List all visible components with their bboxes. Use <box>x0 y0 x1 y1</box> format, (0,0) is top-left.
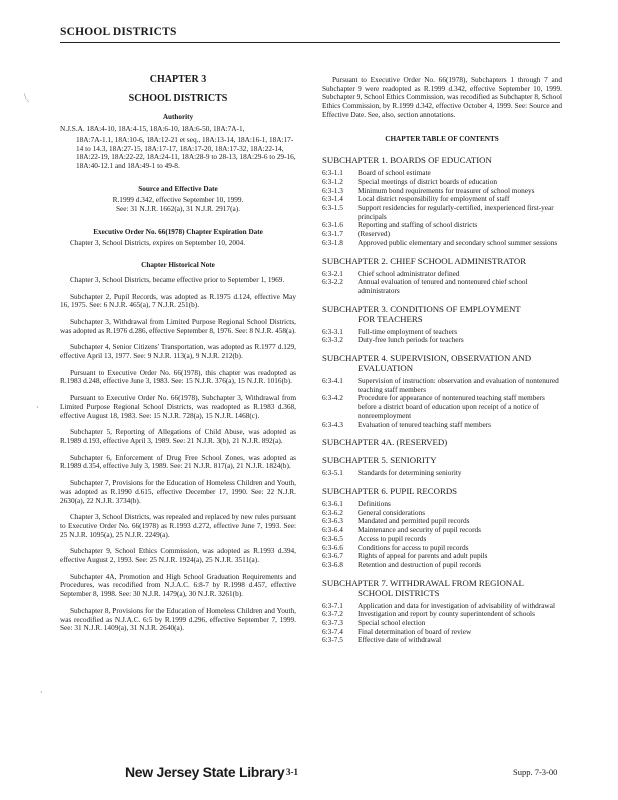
section-title: Minimum bond requirements for treasurer of school moneys <box>358 185 535 195</box>
section-title: Support residencies for regularly-certified, inexperienced first-year principals <box>358 203 554 221</box>
readoption-note: Pursuant to Executive Order No. 66(1978), Subchapters 1 through 7 and Subchapter 9 were readopted as R.1999 d.342, effective September 10, 1999. Subchapter 9, School Ethics Commission, was recodified as Subchapter 8, School Ethics Commission, by R.1999 d.342, effective October 4, 1999. See: Source and Effective Date. See, also, section annotations. <box>322 75 562 119</box>
subchapter-heading <box>322 455 562 465</box>
section-number: 6:3-3.2 <box>322 335 343 345</box>
source-heading: Source and Effective Date <box>138 184 218 193</box>
section-number: 6:3-1.5 <box>322 203 343 213</box>
subchapter-heading <box>322 304 562 324</box>
section-title: Investigation and report by county superintendent of schools <box>358 609 535 619</box>
authority-continuation: 18A:7A-1.1, 18A:10-6, 18A:12-21 et seq., 18A:13-14, 18A:16-1, 18A:17-14 to 14.3, 18A:27-15, 18A:17-17, 18A:17-20, 18A:17-32, 18A:22-14, 18A:22-19, 18A:22-22, 18A:24-11, 18A:28-9 to 28-13, 18A:29-6 to 29-16, 18A:40-12.1 and 18A:49-1 to 49-8. <box>76 134 296 170</box>
margin-mark: \ˎ <box>24 92 30 102</box>
history-heading: Chapter Historical Note <box>141 261 215 270</box>
subchapter-title: SUBCHAPTER 2. CHIEF SCHOOL ADMINISTRATOR <box>322 255 527 266</box>
subchapter-heading <box>322 256 562 266</box>
section-number: 6:3-1.1 <box>322 168 343 178</box>
toc-entry <box>322 561 562 570</box>
section-number: 6:3-1.8 <box>322 237 343 247</box>
section-number: 6:3-6.2 <box>322 507 343 517</box>
section-title: General considerations <box>358 507 426 517</box>
section-number: 6:3-6.6 <box>322 542 343 552</box>
section-number: 6:3-4.1 <box>322 376 343 386</box>
history-note: Subchapter 5, Reporting of Allegations of Child Abuse, was adopted as R.1989 d.193, effective April 3, 1989. See: 21 N.J.R. 3(b), 21 N.J.R. 892(a). <box>60 427 296 445</box>
section-title: Retention and destruction of pupil records <box>358 559 482 569</box>
section-title: Procedure for appearance of nontenured teaching staff members before a district board of education upon receipt of a notice of nonreemployment <box>358 393 545 420</box>
section-number: 6:3-6.1 <box>322 498 343 508</box>
subchapter-title: SUBCHAPTER 6. PUPIL RECORDS <box>322 485 458 496</box>
section-number: 6:3-7.4 <box>322 626 343 636</box>
section-title: Reporting and staffing of school districts <box>358 220 478 230</box>
authority-heading: Authority <box>162 113 194 122</box>
subchapter-title: SUBCHAPTER 1. BOARDS OF EDUCATION <box>322 155 492 166</box>
authority-text <box>60 125 296 171</box>
section-title: Rights of appeal for parents and adult pupils <box>358 551 488 561</box>
toc-entry <box>322 394 562 420</box>
section-title: Effective date of withdrawal <box>358 635 442 645</box>
chapter-title: SCHOOL DISTRICTS <box>128 92 228 104</box>
section-number: 6:3-5.1 <box>322 468 343 478</box>
page-number: 3-1 <box>286 767 298 777</box>
section-title: Special meetings of district boards of education <box>358 176 498 186</box>
section-number: 6:3-6.7 <box>322 551 343 561</box>
section-title: Access to pupil records <box>358 533 427 543</box>
toc-entry <box>322 239 562 248</box>
toc-entry <box>322 377 562 394</box>
section-title: Annual evaluation of tenured and nontenured chief school administrators <box>358 277 528 295</box>
section-number: 6:3-7.3 <box>322 618 343 628</box>
section-number: 6:3-6.4 <box>322 525 343 535</box>
section-number: 6:3-1.6 <box>322 220 343 230</box>
history-note: Subchapter 6, Enforcement of Drug Free School Zones, was adopted as R.1989 d.354, effective July 3, 1989. See: 21 N.J.R. 817(a), 21 N.J.R. 1824(b). <box>60 452 296 471</box>
subchapter-heading <box>322 486 562 496</box>
section-title: Board of school estimate <box>358 168 431 178</box>
history-note: Chapter 3, School Districts, became effective prior to September 1, 1969. <box>70 274 285 284</box>
history-note: Subchapter 4A, Promotion and High School Graduation Requirements and Procedures, was recodified from N.J.A.C. 6:8-7 by R.1998 d.457, effective September 8, 1998. See: 30 N.J.R. 1479(a), 30 N.J.R. 3261(b). <box>60 571 296 599</box>
subchapter-heading <box>322 578 562 598</box>
section-number: 6:3-7.5 <box>322 635 343 645</box>
section-title: Chief school administrator defined <box>358 268 460 278</box>
table-of-contents <box>322 155 562 645</box>
subchapter-title: SUBCHAPTER 7. WITHDRAWAL FROM REGIONAL <box>322 577 524 588</box>
section-title: Maintenance and security of pupil records <box>358 525 481 535</box>
section-title: Approved public elementary and secondary school summer sessions <box>358 237 558 247</box>
toc-entry <box>322 469 562 478</box>
source-line: See: 31 N.J.R. 1662(a), 31 N.J.R. 2917(a). <box>115 204 241 214</box>
section-number: 6:3-1.2 <box>322 176 343 186</box>
section-number: 6:3-1.3 <box>322 185 343 195</box>
expiration-heading: Executive Order No. 66(1978) Chapter Expiration Date <box>93 227 263 236</box>
section-number: 6:3-4.3 <box>322 419 343 429</box>
section-title: Conditions for access to pupil records <box>358 542 469 552</box>
history-note: Subchapter 4, Senior Citizens' Transportation, was adopted as R.1977 d.129, effective April 13, 1977. See: 9 N.J.R. 113(a), 9 N.J.R. 212(b). <box>60 342 296 361</box>
history-note: Subchapter 9, School Ethics Commission, was adopted as R.1993 d.394, effective August 2, 1993. See: 25 N.J.R. 1924(a), 25 N.J.R. 3511(a). <box>60 546 296 565</box>
running-header <box>60 22 560 43</box>
subchapter-title: SUBCHAPTER 5. SENIORITY <box>322 455 437 466</box>
section-title: Local district responsibility for employment of staff <box>358 194 510 204</box>
section-title: Definitions <box>358 498 391 508</box>
toc-entry <box>322 278 562 295</box>
toc-entry <box>322 336 562 345</box>
subchapter-title-continued: FOR TEACHERS <box>358 313 423 324</box>
subchapter-title: SUBCHAPTER 3. CONDITIONS OF EMPLOYMENT <box>322 303 521 314</box>
subchapter-title: SUBCHAPTER 4. SUPERVISION, OBSERVATION AND <box>322 353 532 364</box>
section-title: (Reserved) <box>358 229 391 239</box>
toc-title: CHAPTER TABLE OF CONTENTS <box>385 134 499 143</box>
history-note: Subchapter 8, Provisions for the Education of Homeless Children and Youth, was recodified as N.J.A.C. 6:5 by R.1999 d.296, effective September 7, 1999. See: 31 N.J.R. 1409(a), 31 N.J.R. 2640(a). <box>60 605 296 633</box>
left-column <box>60 70 296 641</box>
section-title: Standards for determining seniority <box>358 468 462 478</box>
section-title: Application and data for investigation of advisability of withdrawal <box>358 600 555 610</box>
history-note: Subchapter 7, Provisions for the Education of Homeless Children and Youth, was adopted as R.1990 d.615, effective December 17, 1990. See: 22 N.J.R. 2630(a), 22 N.J.R. 3734(b). <box>60 478 296 505</box>
section-title: Final determination of board of review <box>358 626 472 636</box>
section-title: Full-time employment of teachers <box>358 326 458 336</box>
toc-entry <box>322 421 562 430</box>
chapter-label: CHAPTER 3 <box>149 74 207 85</box>
library-stamp: New Jersey State Library <box>125 764 285 780</box>
subchapter-title-continued: EVALUATION <box>358 363 414 374</box>
section-number: 6:3-1.7 <box>322 229 343 239</box>
subchapter-heading <box>322 437 562 447</box>
history-note: Subchapter 3, Withdrawal from Limited Purpose Regional School Districts, was adopted as R.1976 d.286, effective September 8, 1976. See: 8 N.J.R. 458(a). <box>60 316 296 335</box>
history-note: Chapter 3, School Districts, was repealed and replaced by new rules pursuant to Executive Order No. 66(1978) as R.1993 d.272, effective June 7, 1993. See: 25 N.J.R. 1095(a), 25 N.J.R. 2249(a). <box>60 512 296 539</box>
supplement-date: Supp. 7-3-00 <box>513 767 558 777</box>
section-title: Supervision of instruction: observation and evaluation of nontenured teaching staff members <box>358 376 559 394</box>
authority-line: N.J.S.A. 18A:4-10, 18A:4-15, 18A:6-10, 18A:6-50, 18A:7A-1, <box>60 124 245 134</box>
margin-mark: ˏ <box>40 683 43 693</box>
subchapter-heading <box>322 353 562 373</box>
history-note: Pursuant to Executive Order No. 66(1978), this chapter was readopted as R.1983 d.248, effective June 3, 1983. See: 15 N.J.R. 376(a), 15 N.J.R. 1016(b). <box>60 367 296 386</box>
section-number: 6:3-3.1 <box>322 326 343 336</box>
section-title: Evaluation of tenured teaching staff members <box>358 419 491 429</box>
subchapter-heading <box>322 155 562 165</box>
toc-entry <box>322 636 562 645</box>
section-number: 6:3-2.1 <box>322 268 343 278</box>
history-note: Subchapter 2, Pupil Records, was adopted as R.1975 d.124, effective May 16, 1975. See: 6 N.J.R. 465(a), 7 N.J.R. 251(b). <box>60 291 296 310</box>
section-number: 6:3-4.2 <box>322 393 343 403</box>
section-number: 6:3-6.3 <box>322 516 343 526</box>
section-number: 6:3-1.4 <box>322 194 343 204</box>
right-column <box>322 76 562 645</box>
history-note: Pursuant to Executive Order No. 66(1978), Subchapter 3, Withdrawal from Limited Purpose Regional School Districts, was readopted as R.1983 d.368, effective August 18, 1983. See: 15 N.J.R. 728(a), 15 N.J.R. 1468(c). <box>60 393 296 420</box>
source-line: R.1999 d.342, effective September 10, 1999. <box>112 195 244 205</box>
subchapter-title: SUBCHAPTER 4A. (RESERVED) <box>322 437 448 448</box>
section-number: 6:3-7.2 <box>322 609 343 619</box>
margin-mark: ˏ <box>36 398 39 408</box>
subchapter-title-continued: SCHOOL DISTRICTS <box>358 587 440 598</box>
section-number: 6:3-6.8 <box>322 559 343 569</box>
header-title: SCHOOL DISTRICTS <box>60 26 177 38</box>
section-title: Mandated and permitted pupil records <box>358 516 470 526</box>
section-number: 6:3-2.2 <box>322 277 343 287</box>
toc-entry <box>322 204 562 221</box>
section-number: 6:3-6.5 <box>322 533 343 543</box>
section-title: Special school election <box>358 618 426 628</box>
expiration-text: Chapter 3, School Districts, expires on September 10, 2004. <box>70 238 246 248</box>
section-title: Duty-free lunch periods for teachers <box>358 335 464 345</box>
section-number: 6:3-7.1 <box>322 600 343 610</box>
historical-notes <box>60 276 296 633</box>
